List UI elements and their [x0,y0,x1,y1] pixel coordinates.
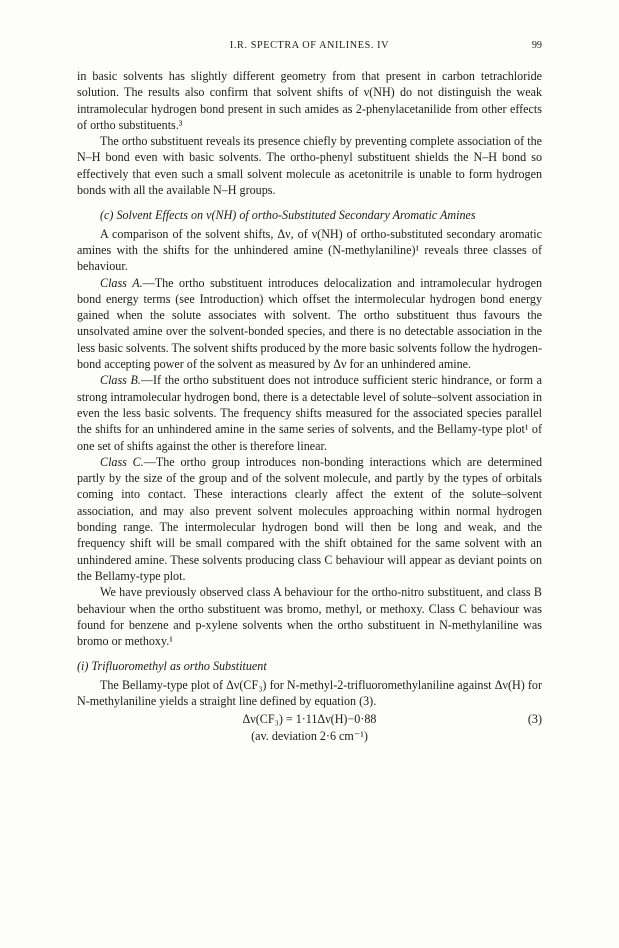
class-a-text: —The ortho substituent introduces delocalization and intramolecular hydrogen bond energy terms (see Introduction) which offset the intermolecular hydrogen bond energy gained when the solute associates with solvent. The ortho substituent thus favours the unsolvated amine over the solvent-bonded species, and there is no detectable association in the less basic solvents. The solvent shifts produced by the more basic solvents follow the hydrogen-bond accepting power of the solvent as measured by Δν for an unhindered amine. [77,275,542,372]
section-heading-i: (i) Trifluoromethyl as ortho Substituent [77,659,267,674]
class-a-label: Class A. [100,275,143,290]
class-c-label: Class C. [100,454,144,469]
running-title: I.R. SPECTRA OF ANILINES. IV [229,40,390,51]
class-c-text: —The ortho group introduces non-bonding interactions which are determined partly by the size of the group and of the solvent molecule, and partly by the types of orbitals coming into contact. These interactions clearly affect the extent of the solute–solvent association, and may also prevent solvent molecules approaching within normal hydrogen bonding range. The intermolecular hydrogen bond will then be long and weak, and the frequency shift will be small compared with the shift obtained for the same solvent with an unhindered amine. These solvents producing class C behaviour will appear as deviant points on the Bellamy-type plot. [77,454,542,583]
paragraph-class-c [77,454,542,584]
paragraph-continuation: in basic solvents has slightly different geometry from that present in carbon tetrachloride solution. The results also confirm that solvent shifts of ν(NH) do not distinguish the weak intramolecular hydrogen bond present in such amides as 2-phenylacetanilide from other effects of ortho substituents.³ [77,69,542,132]
paragraph-class-a [77,275,542,373]
equation-expression: Δν(CF₃) = 1·11Δν(H)−0·88 [242,712,377,727]
article-body [77,68,542,744]
equation-deviation: (av. deviation 2·6 cm⁻¹) [251,728,368,743]
paragraph-ortho-presence: The ortho substituent reveals its presence chiefly by preventing complete association of the N–H bond even with basic solvents. The ortho-phenyl substituent shields the N–H bond so effectively that even such a small solvent molecule as acetonitrile is unable to form hydrogen bonds with all the available N–H groups. [77,134,542,198]
equation-3 [77,711,542,727]
page-number: 99 [531,40,542,51]
paragraph-comparison: A comparison of the solvent shifts, Δν, of ν(NH) of ortho-substituted secondary aromatic amines with the shifts for the unhindered amine (N-methylaniline)¹ reveals three classes of behaviour. [77,226,542,274]
paragraph-class-b [77,372,542,453]
running-header [77,40,542,54]
paragraph-bellamy-plot: The Bellamy-type plot of Δν(CF₃) for N-methyl-2-trifluoromethylaniline against Δν(H) for N-methylaniline yields a straight line defined by equation (3). [77,677,542,708]
equation-number: (3) [527,712,542,727]
paragraph-previous-observations: We have previously observed class A behaviour for the ortho-nitro substituent, and class B behaviour when the ortho substituent was bromo, methyl, or methoxy. Class C behaviour was found for benzene and p-xylene solvents when the ortho substituent in N-methylaniline was bromo or methoxy.¹ [77,585,542,649]
class-b-label: Class B. [100,373,141,388]
section-heading-c: (c) Solvent Effects on ν(NH) of ortho-Substituted Secondary Aromatic Amines [100,208,476,223]
class-b-text: —If the ortho substituent does not introduce sufficient steric hindrance, or form a strong intramolecular hydrogen bond, there is a detectable level of solute–solvent association in even the less basic solvents. The frequency shifts measured for the associated species parallel the shifts for an unhindered amine in the same series of solvents, and the Bellamy-type plot¹ of one set of shifts against the other is therefore linear. [77,373,542,453]
